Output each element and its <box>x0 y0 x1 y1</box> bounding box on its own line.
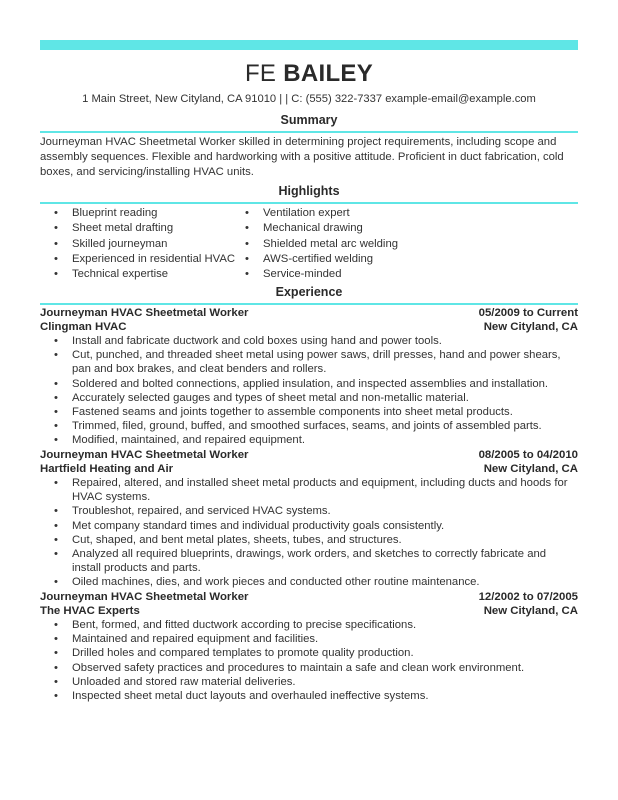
job-title: Journeyman HVAC Sheetmetal Worker <box>40 449 249 461</box>
job-bullets <box>40 476 578 590</box>
job-company: The HVAC Experts <box>40 605 140 617</box>
list-item: • Analyzed all required blueprints, drawings, work orders, and sketches to correctly fabricate and install products and parts. <box>40 547 578 575</box>
list-item: • Blueprint reading <box>40 206 260 221</box>
list-item: • Cut, shaped, and bent metal plates, sheets, tubes, and structures. <box>40 533 578 547</box>
job-location: New Cityland, CA <box>483 463 578 475</box>
list-item: • Met company standard times and individual productivity goals consistently. <box>40 519 578 533</box>
job-dates: 12/2002 to 07/2005 <box>478 591 578 603</box>
job-dates: 05/2009 to Current <box>478 307 578 319</box>
candidate-name <box>40 60 578 88</box>
job-dates: 08/2005 to 04/2010 <box>478 449 578 461</box>
list-item: • Sheet metal drafting <box>40 221 260 236</box>
list-item: • Service-minded <box>231 267 471 282</box>
list-item: • Ventilation expert <box>231 206 471 221</box>
list-item: • AWS-certified welding <box>231 252 471 267</box>
list-item: • Bent, formed, and fitted ductwork according to precise specifications. <box>40 618 578 632</box>
experience-divider <box>40 303 578 305</box>
list-item: • Observed safety practices and procedures to maintain a safe and clean work environment. <box>40 661 578 675</box>
list-item: • Oiled machines, dies, and work pieces and conducted other routine maintenance. <box>40 575 578 589</box>
list-item: • Inspected sheet metal duct layouts and overhauled ineffective systems. <box>40 689 578 703</box>
list-item: • Maintained and repaired equipment and facilities. <box>40 632 578 646</box>
job-bullets <box>40 334 578 448</box>
job-company: Clingman HVAC <box>40 321 127 333</box>
highlights-left-list <box>40 206 260 282</box>
job-title: Journeyman HVAC Sheetmetal Worker <box>40 307 249 319</box>
summary-divider <box>40 131 578 133</box>
list-item: • Cut, punched, and threaded sheet metal using power saws, drill presses, hand and power shears, pan and box brakes, and cleat benders and rollers. <box>40 348 578 376</box>
list-item: • Experienced in residential HVAC <box>40 252 260 267</box>
job-title: Journeyman HVAC Sheetmetal Worker <box>40 591 249 603</box>
last-name: BAILEY <box>283 60 374 87</box>
job-bullets <box>40 618 578 703</box>
summary-text: Journeyman HVAC Sheetmetal Worker skilled in determining project requirements, including scope and assembly sequences. Flexible and hardworking with a positive attitude. Proficient in duct fabrication, cold boxes, and servicing/installing HVAC units. <box>40 136 564 179</box>
list-item: • Shielded metal arc welding <box>231 237 471 252</box>
highlights-right-list <box>231 206 471 282</box>
list-item: • Skilled journeyman <box>40 237 260 252</box>
list-item: • Install and fabricate ductwork and cold boxes using hand and power tools. <box>40 334 578 348</box>
list-item: • Accurately selected gauges and types of sheet metal and non-metallic material. <box>40 391 578 405</box>
job-location: New Cityland, CA <box>483 321 578 333</box>
list-item: • Technical expertise <box>40 267 260 282</box>
list-item: • Troubleshot, repaired, and serviced HVAC systems. <box>40 504 578 518</box>
list-item: • Modified, maintained, and repaired equipment. <box>40 433 578 447</box>
list-item: • Mechanical drawing <box>231 221 471 236</box>
highlights-divider <box>40 202 578 204</box>
list-item: • Drilled holes and compared templates to promote quality production. <box>40 646 578 660</box>
list-item: • Repaired, altered, and installed sheet metal products and equipment, including ducts and hoods for HVAC systems. <box>40 476 578 504</box>
summary-heading: Summary <box>280 113 338 127</box>
list-item: • Trimmed, filed, ground, buffed, and smoothed surfaces, seams, and joints of assembled parts. <box>40 419 578 433</box>
first-name: FE <box>244 60 277 87</box>
list-item: • Soldered and bolted connections, applied insulation, and inspected assemblies and installation. <box>40 377 578 391</box>
accent-bar <box>40 40 578 50</box>
highlights-heading: Highlights <box>278 184 340 198</box>
list-item: • Unloaded and stored raw material deliveries. <box>40 675 578 689</box>
list-item: • Fastened seams and joints together to assemble components into sheet metal products. <box>40 405 578 419</box>
job-company: Hartfield Heating and Air <box>40 463 174 475</box>
job-location: New Cityland, CA <box>483 605 578 617</box>
experience-heading: Experience <box>275 285 343 299</box>
contact-line: 1 Main Street, New Cityland, CA 91010 | | C: (555) 322-7337 example-email@example.com <box>82 93 536 105</box>
